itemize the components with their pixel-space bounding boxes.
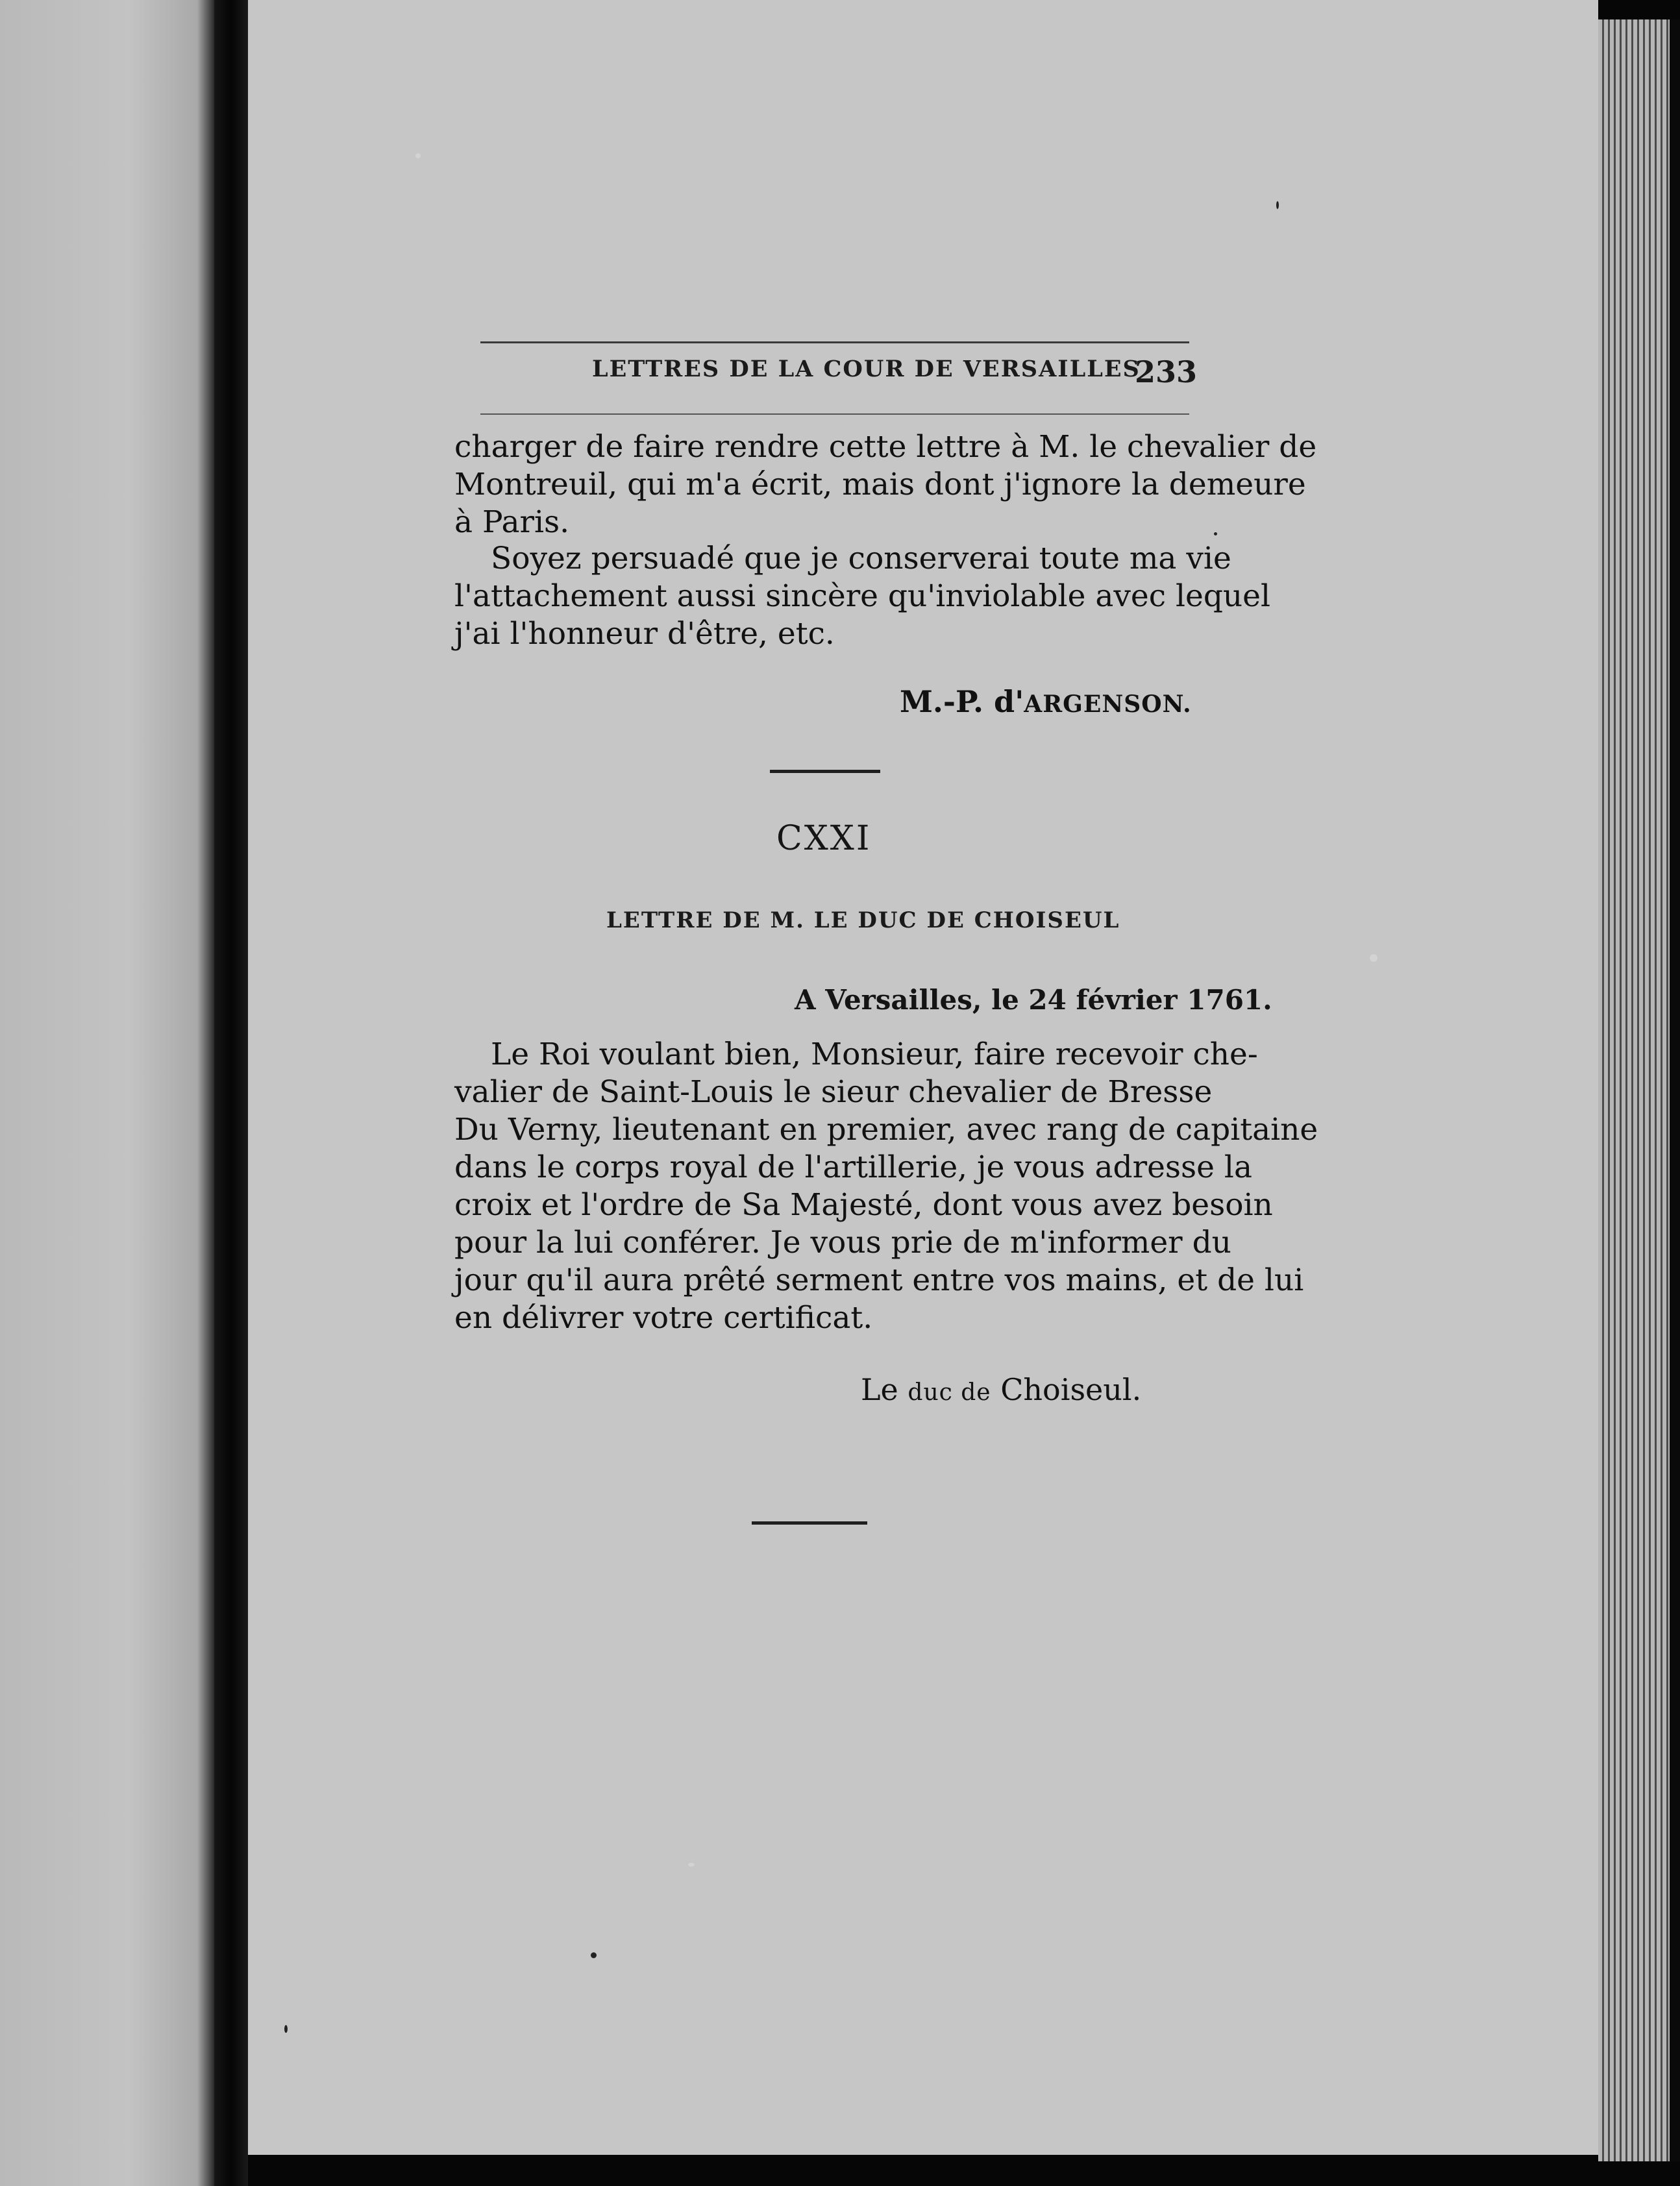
text-line: charger de faire rendre cette lettre à M. le chevalier de [454,429,1317,465]
text-line: en délivrer votre certificat. [454,1300,873,1336]
text-line: jour qu'il aura prêté serment entre vos mains, et de lui [454,1262,1304,1298]
header-rule-top [480,341,1189,343]
letter-body [454,1036,1318,1337]
book-gutter [214,0,248,2186]
text-line: j'ai l'honneur d'être, etc. [454,616,835,652]
text-line: à Paris. [454,504,570,540]
paragraph-closing [454,540,1270,653]
signature-argenson [900,684,1192,719]
text-line: valier de Saint-Louis le sieur chevalier de Bresse [454,1074,1213,1110]
running-title: LETTRES DE LA COUR DE VERSAILLES [592,356,1141,382]
signature-name: Choiseul. [1000,1372,1142,1407]
letter-number: CXXI [776,819,872,858]
signature-name: ARGENSON. [1024,691,1192,718]
text-line: Le Roi voulant bien, Monsieur, faire recevoir che- [491,1037,1258,1072]
section-separator [752,1521,867,1525]
signature-mid: duc de [908,1379,991,1406]
header-rule-bottom [480,413,1189,415]
text-line: Soyez persuadé que je conserverai toute ma vie [491,541,1231,576]
facing-page-edge [0,0,214,2186]
letter-title: LETTRE DE M. LE DUC DE CHOISEUL [606,907,1120,933]
page-edges [1598,19,1670,2161]
signature-initials: M.-P. d' [900,684,1024,719]
section-separator [770,770,880,773]
text-line: croix et l'ordre de Sa Majesté, dont vous avez besoin [454,1187,1273,1223]
paragraph-continuation [454,428,1316,541]
text-line: l'attachement aussi sincère qu'inviolable avec lequel [454,578,1271,614]
signature-prefix: Le [861,1372,898,1407]
text-line: Du Verny, lieutenant en premier, avec rang de capitaine [454,1112,1318,1148]
text-line: dans le corps royal de l'artillerie, je vous adresse la [454,1149,1252,1185]
text-line: Montreuil, qui m'a écrit, mais dont j'ignore la demeure [454,467,1306,502]
letter-dateline: A Versailles, le 24 février 1761. [795,984,1272,1016]
text-line: pour la lui conférer. Je vous prie de m'informer du [454,1225,1231,1260]
signature-choiseul [861,1372,1141,1407]
page-number: 233 [1135,354,1198,389]
